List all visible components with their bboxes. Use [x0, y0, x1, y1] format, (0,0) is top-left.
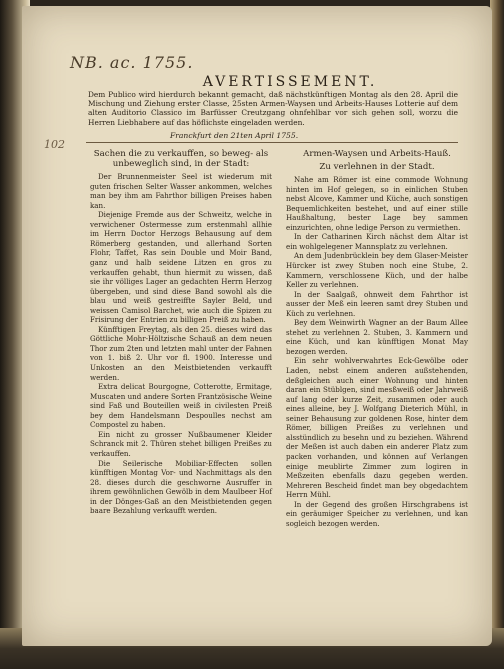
- paragraph: Nahe am Römer ist eine commode Wohnung hinten im Hof gelegen, so in einlichen Stuben nebst Alcove, Kammer und Küche, auch sonstigen Bequemlichkeiten bestehet, und auf einer stille Haußhaltung, bester Lage bey sammen einzurichten, ohne ledige Person zu vermiethen.: [286, 175, 468, 232]
- paragraph: Diejenige Fremde aus der Schweitz, welche in verwichener Ostermesse zum erstenmahl allhie im Herrn Doctor Herzogs Behausung auf dem Römerberg gestanden, und allerhand Sorten Flohr, Taffet, Ras sein Double und Moir Band, ganz und halb seidene Litzen en gros zu verkauffen gehabt, thun hiermit zu wissen, daß sie ihr völliges Lager an gedachten Herrn Herzog übergeben, und sind diese Band sowohl als die blau und weiß gestreiffte Sayler Beld, und weissen Camisol Barchet, wie auch die Spizen zu Frisirung der Entrien zu billigen Preiß zu haben.: [90, 210, 272, 325]
- margin-number: 102: [44, 138, 65, 151]
- notice-date: Franckfurt den 21ten April 1755.: [170, 131, 299, 140]
- paragraph: In der Gegend des großen Hirschgrabens ist ein geräumiger Speicher zu verlehnen, und kan sogleich bezogen werden.: [286, 499, 468, 528]
- paragraph: In der Catharinen Kirch nächst dem Altar ist ein wohlgelegener Mannsplatz zu verlehnen.: [286, 232, 468, 251]
- paragraph: In der Saalgaß, ohnweit dem Fahrthor ist ausser der Meß ein leeren samt drey Stuben und Küch zu verlehnen.: [286, 289, 468, 318]
- paragraph: An dem Judenbrücklein bey dem Glaser-Meister Hürcker ist zwey Stuben noch eine Stube, 2. Kammern, verschlossene Küch, und der halbe Keller zu verlehnen.: [286, 251, 468, 290]
- paragraph: Extra delicat Bourgogne, Cotterotte, Ermitage, Muscaten und andere Sorten Frantzösische Weine sind Faß und Bouteillen weiß in civilesten Preiß bey dem Handelsmann Despoulles nechst am Compostel zu haben.: [90, 382, 272, 430]
- paragraph: Ein nicht zu grosser Nußbaumener Kleider Schranck mit 2. Thüren stehet billigen Preißes zu verkauffen.: [90, 429, 272, 458]
- right-column-heading: Armen-Waysen und Arbeits-Hauß.: [303, 149, 451, 159]
- divider: [86, 142, 458, 143]
- left-column-heading: Sachen die zu verkauffen, so beweg- als unbeweglich sind, in der Stadt:: [93, 149, 269, 169]
- left-column: [90, 150, 272, 516]
- notice-intro: Dem Publico wird hierdurch bekannt gemacht, daß nächstkünftigen Montag als den 28. April die Mischung und Ziehung erster Classe, 25sten Armen-Waysen und Arbeits-Hauses Lotterie auf dem alten Auditorio Classico im Barfüsser Creutzgang ohnfehlbar vor sich gehen soll, worzu die Herren Liebhabere auf das höflichste eingeladen werden.: [88, 90, 458, 127]
- notice-title: AVERTISSEMENT.: [202, 74, 378, 90]
- paragraph: Künfftigen Freytag, als den 25. dieses wird das Göttliche Mohr-Höltzische Schauß an dem neuen Thor zum 2ten und letzten mahl unter der Fahnen von 1. biß 2. Uhr vor fl. 1900. Interesse und Unkosten an den Meistbietenden verkaufft werden.: [90, 324, 272, 382]
- right-column: [286, 150, 468, 528]
- paragraph: Der Brunnenmeister Seel ist wiederum mit guten frischen Selter Wasser ankommen, welches man bey ihm am Fahrthor billigen Preises haben kan.: [90, 172, 272, 210]
- handwritten-note: NB. ac. 1755.: [70, 53, 194, 72]
- paragraph: Ein sehr wohlverwahrtes Eck-Gewölbe oder Laden, nebst einem anderen außstehenden, deßgleichen auch einer Wohnung und hinten daran ein Stüblgen, sind mesßweiß oder Jahrweiß auf lang oder kurze Zeit, zusammen oder auch eines alleine, bey J. Wolfgang Dieterich Mühl, in seiner Behausung zur goldenen Rose, hinter dem Römer, billigen Preißes zu verlehnen und alsstündlich zu besehn und zu beziehen. Während der Meßen ist auch daben ein anderer Platz zum packen vorhanden, und können auf Verlangen einige meublirte Zimmer zum logiren in Meßzeiten ebenfalls dazu gegeben werden. Mehreren Bescheid findet man bey obgedachtem Herrn Mühl.: [286, 356, 468, 500]
- right-column-subheading: Zu verlehnen in der Stadt.: [319, 161, 435, 172]
- paragraph: Bey dem Weinwirth Wagner an der Baum Allee stehet zu verlehnen 2. Stuben, 3. Kammern und eine Küch, und kan künfftigen Monat May bezogen werden.: [286, 318, 468, 356]
- book-edge-right: [490, 0, 504, 669]
- paragraph: Die Seilerische Mobiliar-Effecten sollen künfftigen Montag Vor- und Nachmittags als den 28. dieses durch die geschworne Ausruffer in ihrem gewöhnlichen Gewölb in dem Maulbeer Hof in der Dönges-Gaß an den Meistbietenden gegen baare Bezahlung verkaufft werden.: [90, 458, 272, 516]
